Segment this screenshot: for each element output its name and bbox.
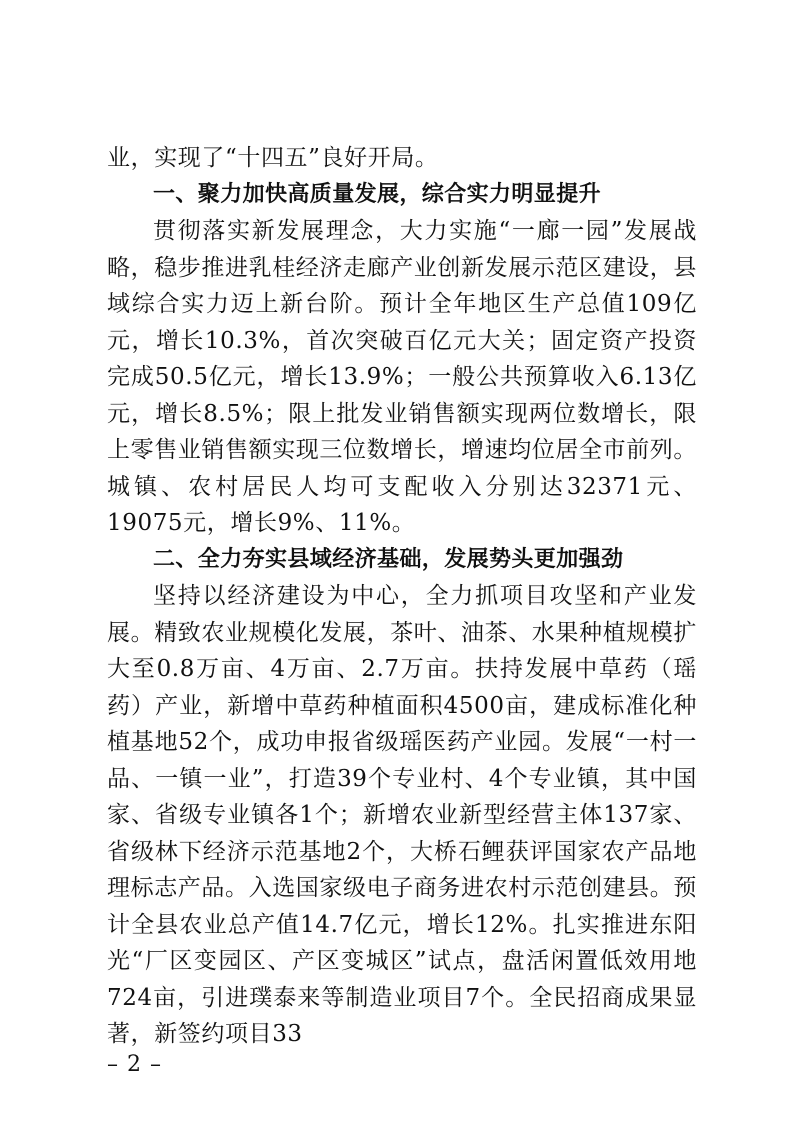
page-number: – 2 –: [107, 1052, 162, 1077]
continuation-paragraph: 业，实现了“十四五”良好开局。: [107, 145, 439, 171]
section-2-paragraph: 坚持以经济建设为中心，全力抓项目攻坚和产业发展。精致农业规模化发展，茶叶、油茶、水果种植规模扩大至0.8万亩、4万亩、2.7万亩。扶持发展中草药（瑶药）产业，新增中草药种植面积4500亩，建成标准化种植基地52个，成功申报省级瑶医药产业园。发展“一村一品、一镇一业”，打造39个专业村、4个专业镇，其中国家、省级专业镇各1个；新增农业新型经营主体137家、省级林下经济示范基地2个，大桥石鲤获评国家农产品地理标志产品。入选国家级电子商务进农村示范创建县。预计全县农业总产值14.7亿元，增长12%。扎实推进东阳光“厂区变园区、产区变城区”试点，盘活闲置低效用地724亩，引进璞泰来等制造业项目7个。全民招商成果显著，新签约项目33: [107, 583, 697, 1047]
document-body: [107, 140, 697, 1053]
section-2-heading: 二、全力夯实县域经济基础，发展势头更加强劲: [153, 546, 624, 572]
section-1-paragraph: 贯彻落实新发展理念，大力实施“一廊一园”发展战略，稳步推进乳桂经济走廊产业创新发展示范区建设，县域综合实力迈上新台阶。预计全年地区生产总值109亿元，增长10.3%，首次突破百亿元大关；固定资产投资完成50.5亿元，增长13.9%；一般公共预算收入6.13亿元，增长8.5%；限上批发业销售额实现两位数增长，限上零售业销售额实现三位数增长，增速均位居全市前列。城镇、农村居民人均可支配收入分别达32371元、19075元，增长9%、11%。: [107, 218, 697, 536]
section-1-heading: 一、聚力加快高质量发展，综合实力明显提升: [153, 181, 602, 207]
